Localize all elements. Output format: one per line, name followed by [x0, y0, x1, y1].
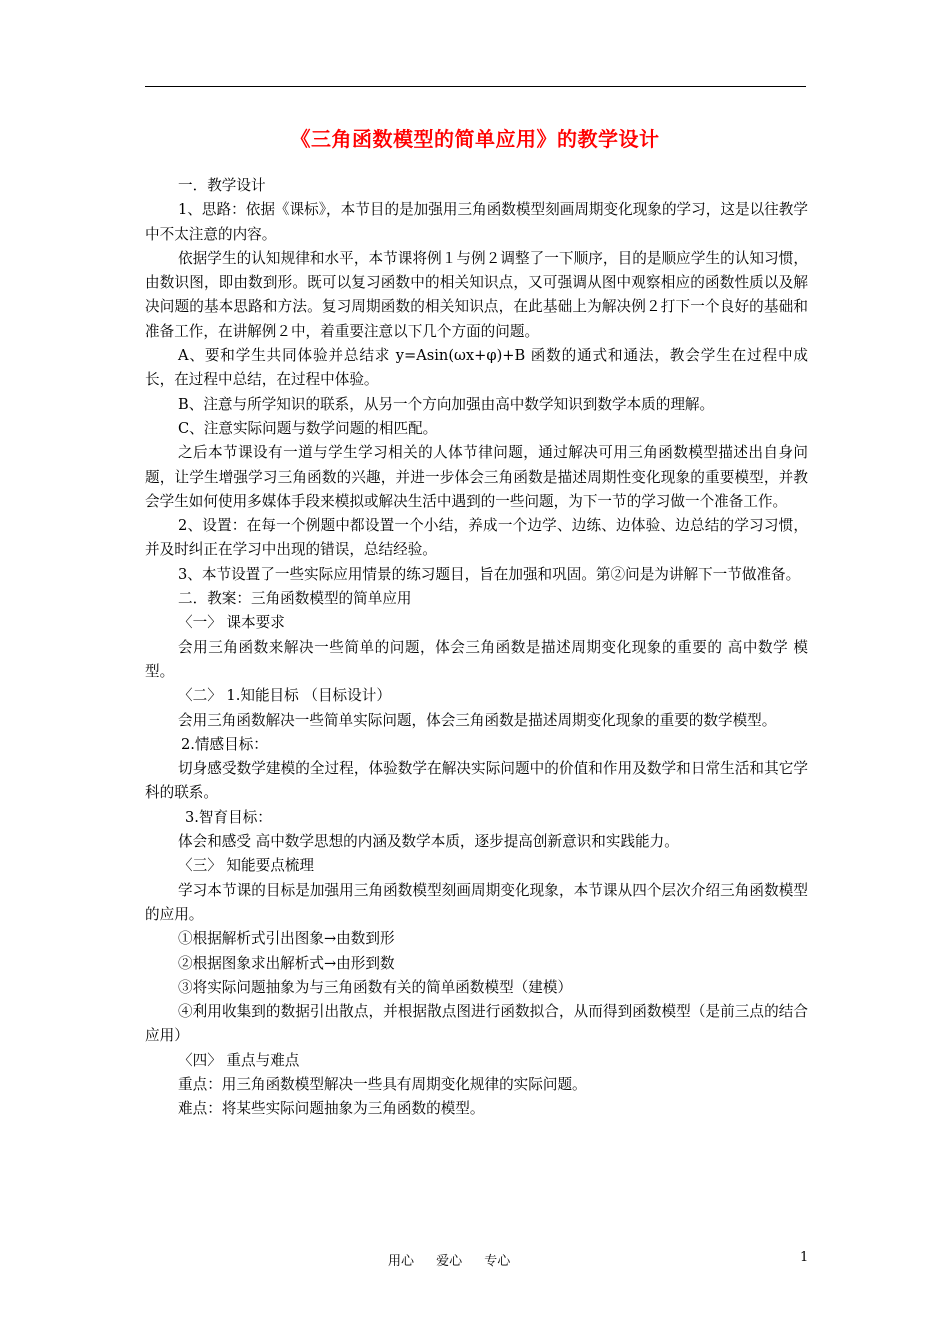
subheading-intellectual-goal: 3.智育目标：: [185, 808, 272, 826]
paragraph-difficulty: 难点：将某些实际问题抽象为三角函数的模型。: [178, 1100, 485, 1118]
document-body: [145, 174, 808, 1122]
footer-motto: 用心 爱心 专心: [388, 1254, 511, 1269]
paragraph-focus: 重点：用三角函数模型解决一些具有周期变化规律的实际问题。: [178, 1075, 587, 1093]
paragraph-point-b: B、注意与所学知识的联系，从另一个方向加强由高中数学知识到数学本质的理解。: [178, 395, 715, 413]
subheading-key-points: 〈三〉 知能要点梳理: [178, 857, 314, 875]
header-rule: [145, 86, 806, 87]
list-item: ②根据图象求出解析式→由形到数: [178, 954, 395, 972]
paragraph-requirements: 会用三角函数来解决一些简单的问题，体会三角函数是描述周期变化现象的重要的 高中数学 模型。: [145, 638, 808, 680]
subheading-focus: 〈四〉 重点与难点: [178, 1051, 300, 1069]
paragraph-key-points: 学习本节课的目标是加强用三角函数模型刻画周期变化现象，本节课从四个层次介绍三角函数模型的应用。: [145, 881, 808, 923]
paragraph-setup: 2、设置：在每一个例题中都设置一个小结，养成一个边学、边练、边体验、边总结的学习习惯，并及时纠正在学习中出现的错误，总结经验。: [145, 517, 808, 559]
paragraph-idea: 1、思路：依据《课标》，本节目的是加强用三角函数模型刻画周期变化现象的学习，这是以往教学中不太注意的内容。: [145, 201, 808, 243]
page-footer: [0, 1250, 950, 1270]
paragraph-emotional-goal: 切身感受数学建模的全过程，体验数学在解决实际问题中的价值和作用及数学和日常生活和其它学科的联系。: [145, 760, 808, 802]
paragraph-knowledge-goal: 会用三角函数解决一些简单实际问题，体会三角函数是描述周期变化现象的重要的数学模型。: [178, 711, 777, 729]
paragraph-biorhythm: 之后本节课设有一道与学生学习相关的人体节律问题，通过解决可用三角函数模型描述出自身问题，让学生增强学习三角函数的兴趣，并进一步体会三角函数是描述周期性变化现象的重要模型，并教会学生如何使用多媒体手段来模拟或解决生活中遇到的一些问题，为下一节的学习做一个准备工作。: [145, 444, 808, 510]
subheading-requirements: 〈一〉 课本要求: [178, 614, 285, 632]
page-number: 1: [800, 1250, 809, 1265]
subheading-emotional-goal: 2.情感目标：: [181, 735, 268, 753]
document-title: 《三角函数模型的简单应用》的教学设计: [290, 127, 660, 151]
paragraph-intellectual-goal: 体会和感受 高中数学思想的内涵及数学本质，逐步提高创新意识和实践能力。: [178, 833, 679, 851]
paragraph-exercises: 3、本节设置了一些实际应用情景的练习题目，旨在加强和巩固。第②问是为讲解下一节做准备。: [178, 565, 801, 583]
list-item: ④利用收集到的数据引出散点，并根据散点图进行函数拟合，从而得到函数模型（是前三点的结合应用）: [145, 1003, 808, 1045]
list-item: ③将实际问题抽象为与三角函数有关的简单函数模型（建模）: [178, 978, 573, 996]
paragraph-point-a: A、要和学生共同体验并总结求 y=Asin(ωx+φ)+B 函数的通式和通法，教会学生在过程中成长，在过程中总结，在过程中体验。: [145, 347, 808, 389]
paragraph-cognition: 依据学生的认知规律和水平，本节课将例１与例２调整了一下顺序，目的是顺应学生的认知习惯，由数识图，即由数到形。既可以复习函数中的相关知识点，又可强调从图中观察相应的函数性质以及解决问题的基本思路和方法。复习周期函数的相关知识点，在此基础上为解决例２打下一个良好的基础和准备工作，在讲解例２中，着重要注意以下几个方面的问题。: [145, 249, 808, 340]
list-item: ①根据解析式引出图象→由数到形: [178, 930, 395, 948]
section-heading-1: 一．教学设计: [178, 177, 266, 194]
section-heading-2: 二．教案：三角函数模型的简单应用: [178, 590, 412, 608]
subheading-knowledge-goal: 〈二〉 1.知能目标 （目标设计）: [178, 687, 391, 705]
paragraph-point-c: C、注意实际问题与数学问题的相匹配。: [178, 419, 438, 437]
